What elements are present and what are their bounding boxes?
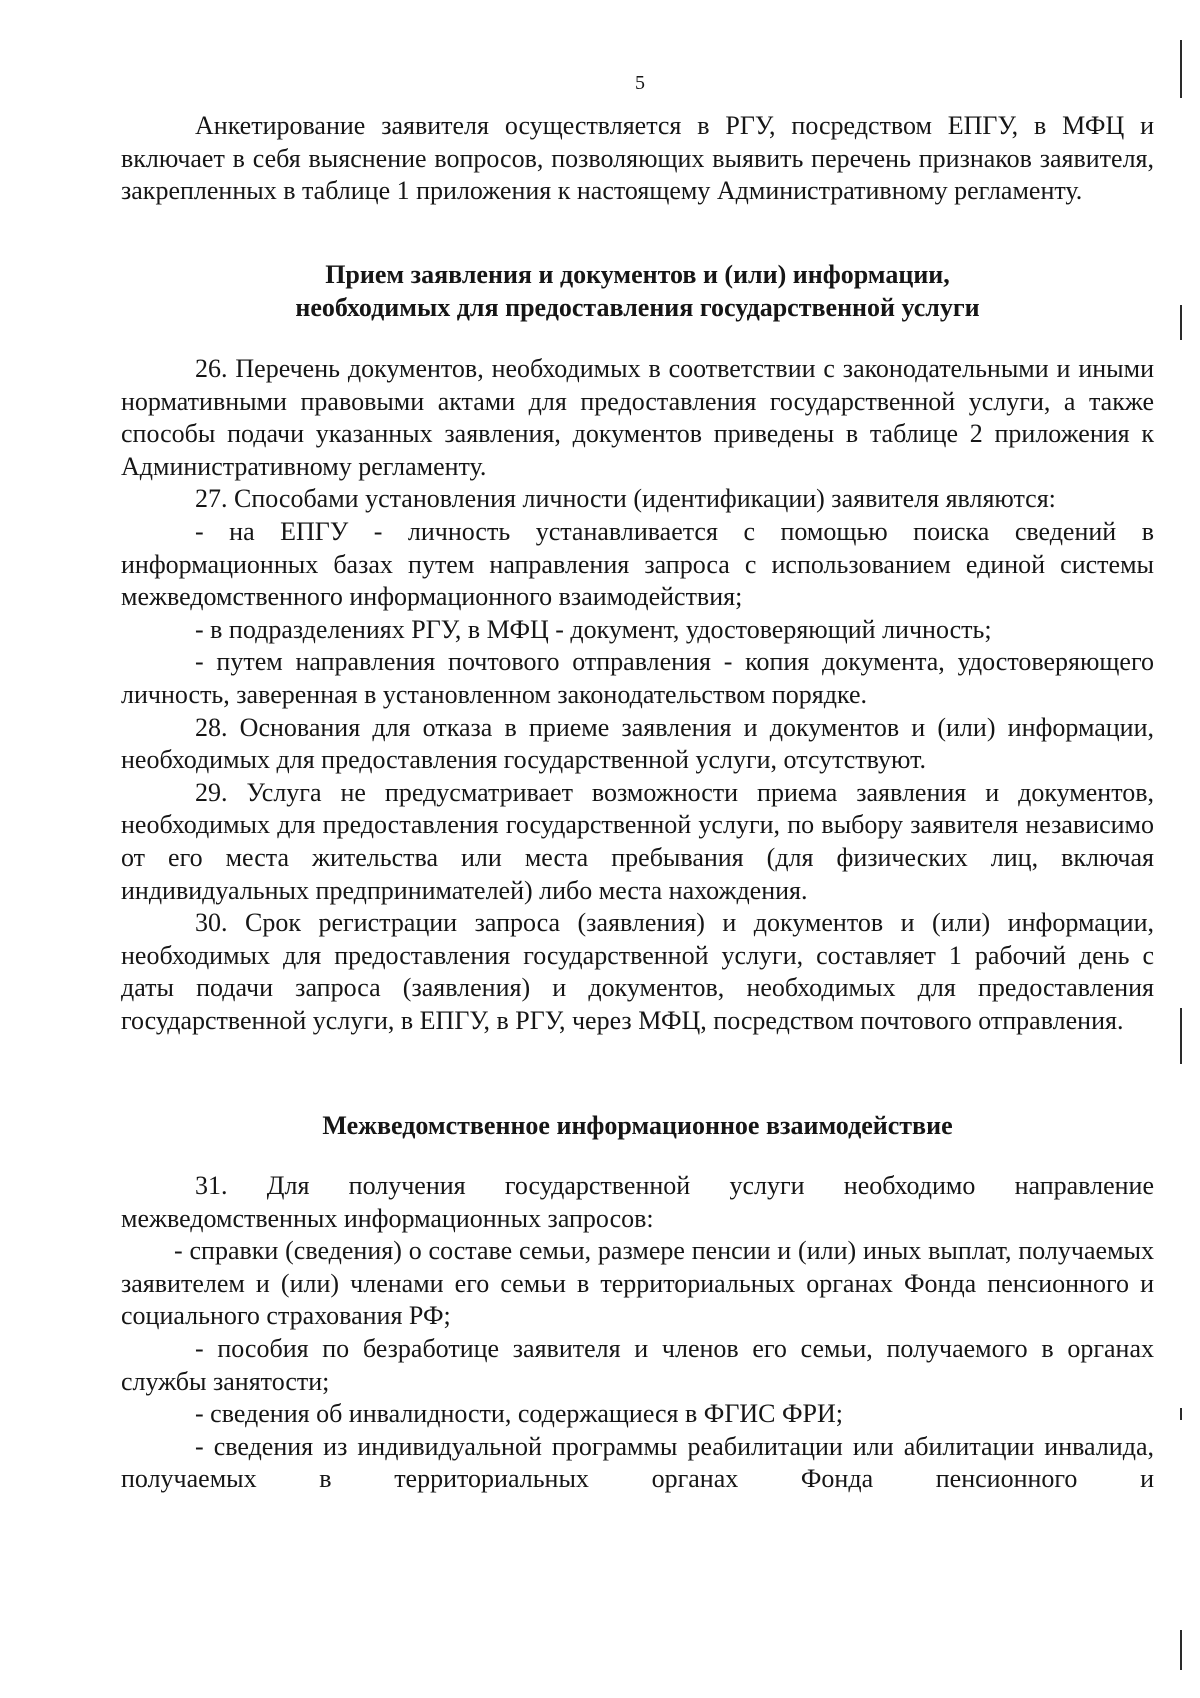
scan-edge-mark bbox=[1180, 305, 1182, 340]
scan-edge-mark bbox=[1180, 1008, 1182, 1064]
paragraph-31-item-family: - справки (сведения) о составе семьи, размере пенсии и (или) иных выплат, получаемых заявителем и (или) членами его семьи в территориальных органах Фонда пенсионного и социального страхования РФ; bbox=[121, 1236, 1154, 1331]
section-heading-interagency-line: Межведомственное информационное взаимодействие bbox=[322, 1111, 953, 1140]
scan-edge-mark bbox=[1180, 1630, 1182, 1670]
section-heading-interagency bbox=[121, 1110, 1154, 1143]
paragraph-31: 31. Для получения государственной услуги необходимо направление межведомственных информационных запросов: bbox=[121, 1171, 1154, 1233]
paragraph-27: 27. Способами установления личности (идентификации) заявителя являются: bbox=[195, 484, 1056, 514]
paragraph-30: 30. Срок регистрации запроса (заявления) и документов и (или) информации, необходимых для предоставления государственной услуги, составляет 1 рабочий день с даты подачи запроса (заявления) и документов, необходимых для предоставления государственной услуги, в ЕПГУ, в РГУ, через МФЦ, посредством почтового отправления. bbox=[121, 908, 1154, 1035]
intro-paragraph: Анкетирование заявителя осуществляется в РГУ, посредством ЕПГУ, в МФЦ и включает в себя выяснение вопросов, позволяющих выявить перечень признаков заявителя, закрепленных в таблице 1 приложения к настоящему Административному регламенту. bbox=[121, 111, 1154, 206]
paragraph-29: 29. Услуга не предусматривает возможности приема заявления и документов, необходимых для предоставления государственной услуги, по выбору заявителя независимо от его места жительства или места пребывания (для физических лиц, включая индивидуальных предпринимателей) либо места нахождения. bbox=[121, 777, 1154, 905]
paragraph-28: 28. Основания для отказа в приеме заявления и документов и (или) информации, необходимых для предоставления государственной услуги, отсутствуют. bbox=[121, 712, 1154, 775]
paragraph-27-item-epgu: - на ЕПГУ - личность устанавливается с помощью поиска сведений в информационных базах путем направления запроса с использованием единой системы межведомственного информационного взаимодействия; bbox=[121, 516, 1154, 612]
paragraph-27-item-mail: - путем направления почтового отправления - копия документа, удостоверяющего личность, заверенная в установленном законодательством порядке. bbox=[121, 647, 1154, 709]
section-heading-intake-line1: Прием заявления и документов и (или) информации, bbox=[325, 260, 950, 289]
section-heading-intake bbox=[121, 259, 1154, 324]
page-number: 5 bbox=[635, 72, 645, 94]
section-heading-intake-line2: необходимых для предоставления государственной услуги bbox=[295, 292, 980, 322]
paragraph-26: 26. Перечень документов, необходимых в соответствии с законодательными и иными нормативными правовыми актами для предоставления государственной услуги, а также способы подачи указанных заявления, документов приведены в таблице 2 приложения к Административному регламенту. bbox=[121, 354, 1154, 481]
paragraph-31-item-disability: - сведения об инвалидности, содержащиеся в ФГИС ФРИ; bbox=[195, 1399, 843, 1429]
scan-edge-mark bbox=[1180, 40, 1182, 98]
section-intake-body bbox=[121, 353, 1154, 1037]
intro-block bbox=[121, 110, 1154, 208]
section-interagency-body bbox=[121, 1170, 1154, 1496]
scan-edge-mark bbox=[1180, 1408, 1182, 1420]
paragraph-27-item-rgu-mfc: - в подразделениях РГУ, в МФЦ - документ, удостоверяющий личность; bbox=[195, 614, 992, 644]
paragraph-31-item-rehabilitation: - сведения из индивидуальной программы реабилитации или абилитации инвалида, получаемых в территориальных органах Фонда пенсионного и bbox=[121, 1431, 1154, 1494]
paragraph-31-item-unemployment: - пособия по безработице заявителя и членов его семьи, получаемого в органах службы занятости; bbox=[121, 1333, 1154, 1396]
